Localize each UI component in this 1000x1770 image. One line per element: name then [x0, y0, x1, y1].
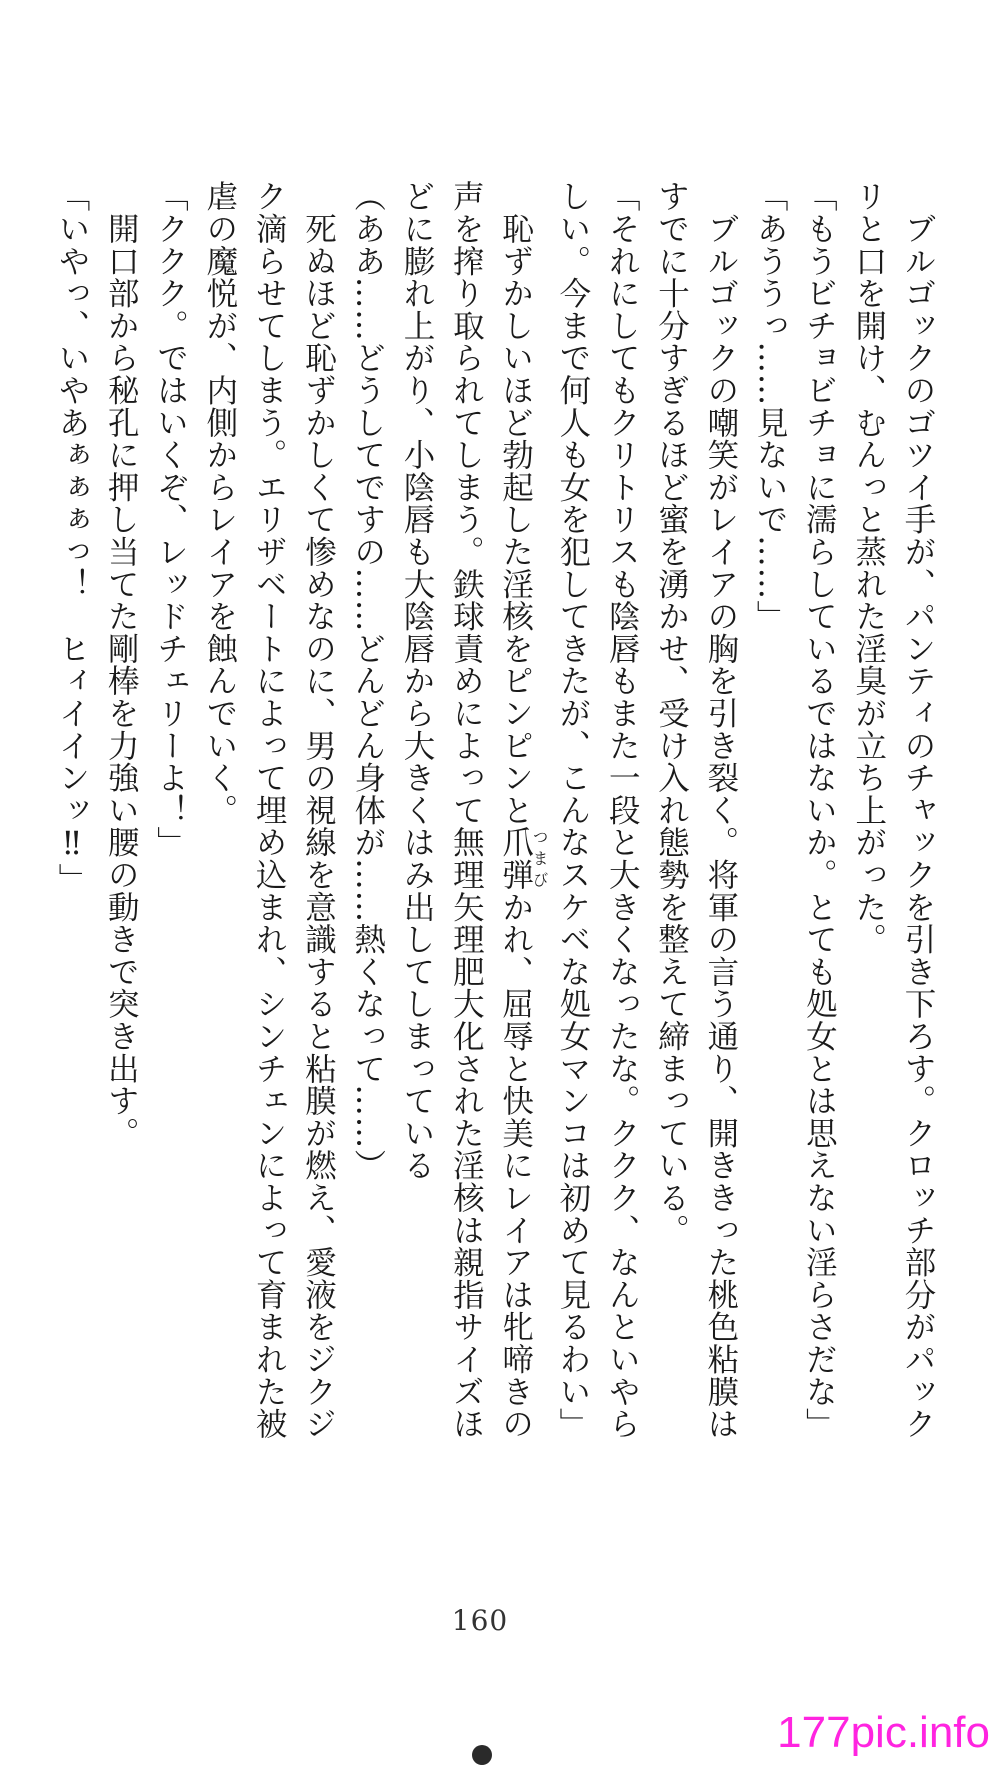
paragraph: （ああ……どうしてですの……どんどん身体が……熱くなって……）	[349, 180, 386, 1182]
paragraph: ブルゴックのゴツイ手が、パンティのチャックを引き下ろす。クロッチ部分がパックリと口を開け、むんっと蒸れた淫臭が立ち上がった。	[850, 180, 936, 1440]
ruby-annotation	[497, 826, 550, 891]
page-number: 160	[451, 1604, 509, 1637]
paragraph: 「あううっ……見ないで……」	[752, 180, 789, 633]
page-marker-dot	[472, 1745, 492, 1765]
paragraph-segment: かれ、屈辱と快美にレイアは牝啼きの声を搾り取られてしまう。鉄球責めによって無理矢理肥大化された淫核は親指サイズほどに膨れ上がり、小陰唇も大陰唇から大きくはみ出してしまっている	[399, 180, 534, 1440]
paragraph: ブルゴックの嘲笑がレイアの胸を引き裂く。将軍の言う通り、開ききった桃色粘膜はすでに十分すぎるほど蜜を湧かせ、受け入れ態勢を整えて締まっている。	[653, 180, 739, 1440]
watermark: 177pic.info	[777, 1708, 990, 1757]
paragraph: 「ククク。ではいくぞ、レッドチェリーよ！」	[152, 180, 189, 859]
paragraph-segment: 恥ずかしいほど勃起した淫核をピンピンと	[497, 180, 534, 826]
paragraph: 「いやっ、いやあぁぁぁっ！ ヒィイインッ‼」	[53, 180, 90, 896]
paragraph: 「それにしてもクリトリスも陰唇もまた一段と大きくなったな。ククク、なんといやらしい。今まで何人も女を犯してきたが、こんなスケベな処女マンコは初めて見るわい」	[554, 180, 641, 1440]
ruby-reading: つまび	[530, 826, 550, 891]
paragraph: 死ぬほど恥ずかしくて惨めなのに、男の視線を意識すると粘膜が燃え、愛液をジクジク滴らせてしまう。エリザベートによって埋め込まれ、シンチェンによって育まれた被虐の魔悦が、内側からレイアを蝕んでいく。	[201, 180, 337, 1440]
ruby-base: 爪弾	[497, 826, 534, 891]
paragraph: 「もうビチョビチョに濡らしているではないか。とても処女とは思えない淫らさだな」	[801, 180, 838, 1440]
paragraph: 開口部から秘孔に押し当てた剛棒を力強い腰の動きで突き出す。	[103, 180, 140, 1149]
vertical-text-body	[42, 180, 942, 1440]
paragraph-with-ruby	[392, 180, 548, 1440]
